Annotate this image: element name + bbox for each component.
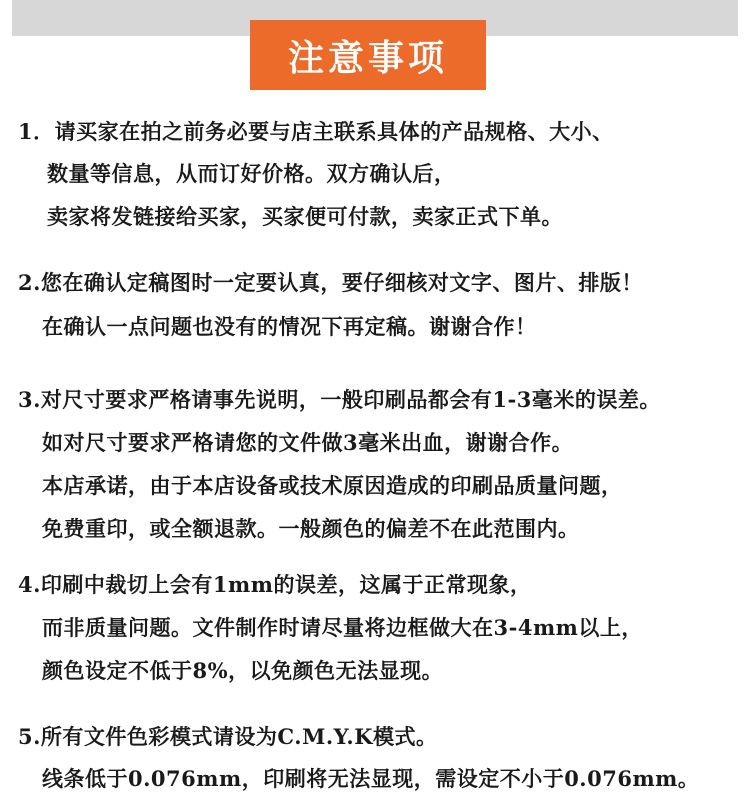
- note-2-line-1: 2.您在确认定稿图时一定要认真，要仔细核对文字、图片、排版！: [18, 270, 643, 295]
- note-5-line-1: 5.所有文件色彩模式请设为C.M.Y.K模式。: [18, 724, 438, 749]
- note-3-line-4: 免费重印，或全额退款。一般颜色的偏差不在此范围内。: [42, 516, 580, 541]
- note-3-line-1: 3.对尺寸要求严格请事先说明，一般印刷品都会有1-3毫米的误差。: [18, 387, 661, 412]
- note-4-line-2: 而非质量问题。文件制作时请尽量将边框做大在3-4mm以上，: [42, 615, 643, 640]
- note-3-line-3: 本店承诺，由于本店设备或技术原因造成的印刷品质量问题，: [42, 473, 623, 498]
- note-5-line-2: 线条低于0.076mm，印刷将无法显现，需设定不小于0.076mm。: [42, 766, 700, 791]
- title-banner: [250, 20, 486, 90]
- note-4-line-1: 4.印刷中裁切上会有1mm的误差，这属于正常现象，: [18, 572, 532, 597]
- note-2-line-2: 在确认一点问题也没有的情况下再定稿。谢谢合作！: [42, 314, 537, 339]
- note-1-line-1: 1．请买家在拍之前务必要与店主联系具体的产品规格、大小、: [18, 119, 614, 144]
- note-1-line-3: 卖家将发链接给买家，买家便可付款，卖家正式下单。: [47, 204, 563, 229]
- note-1-line-2: 数量等信息，从而订好价格。双方确认后，: [47, 161, 456, 186]
- page-title: 注意事项: [287, 37, 448, 79]
- note-4-line-3: 颜色设定不低于8%，以免颜色无法显现。: [42, 658, 444, 683]
- note-3-line-2: 如对尺寸要求严格请您的文件做3毫米出血，谢谢合作。: [42, 430, 574, 455]
